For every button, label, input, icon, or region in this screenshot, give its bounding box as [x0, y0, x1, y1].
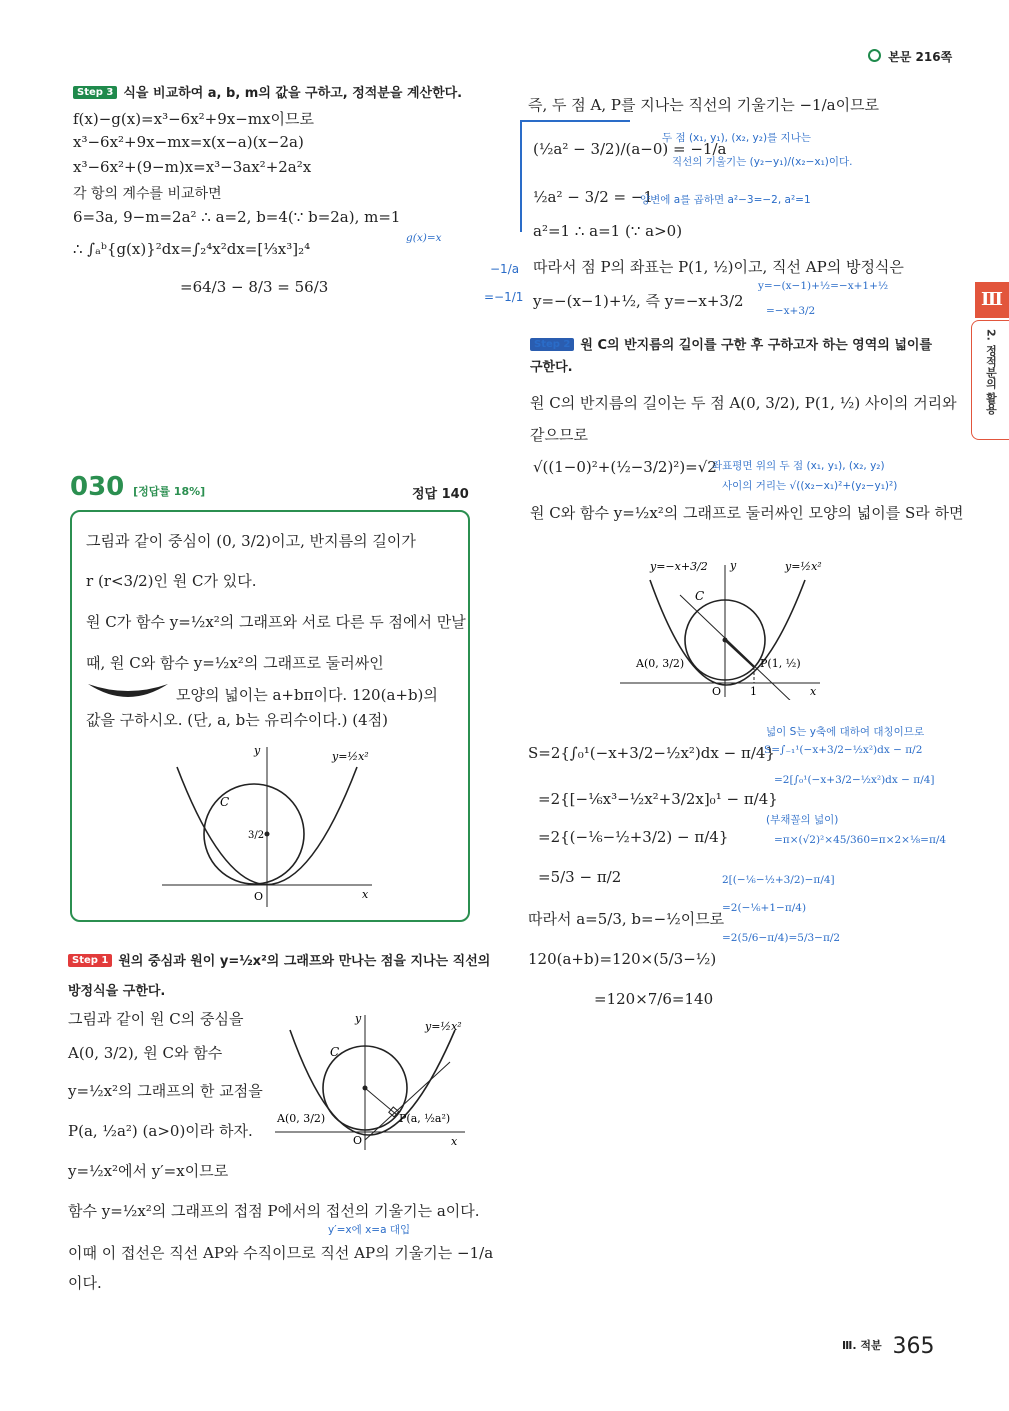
right-note-1b: 직선의 기울기는 (y₂−y₁)/(x₂−x₁)이다.: [672, 156, 853, 168]
step1-fig-a: A(0, 3/2): [277, 1112, 326, 1125]
step1-line-7: 이때 이 접선은 직선 AP와 수직이므로 직선 AP의 기울기는 −1/a: [68, 1244, 494, 1262]
right-note-7a: 2[(−⅙−½+3/2)−π/4]: [722, 874, 835, 886]
step2-badge: Step 2: [530, 338, 574, 351]
bracket-1: [520, 120, 630, 232]
footer-page-number: 365: [892, 1334, 935, 1359]
step1-line-6: 함수 y=½x²의 그래프의 접점 P에서의 접선의 기울기는 a이다.: [68, 1202, 480, 1220]
chapter-tab-label: 2. 정적분의 활용: [971, 320, 1009, 440]
problem-fig-curve: y=½x²: [332, 750, 369, 763]
right-line-5: 따라서 점 P의 좌표는 P(1, ½)이고, 직선 AP의 방정식은: [533, 258, 904, 276]
step1-badge: Step 1: [68, 954, 112, 967]
step2-title: 원 C의 반지름의 길이를 구한 후 구하고자 하는 영역의 넓이를: [580, 338, 933, 353]
problem-fig-x: x: [362, 888, 369, 901]
step2-fig-one: 1: [750, 685, 757, 698]
right-note-4a: 좌표평면 위의 두 점 (x₁, y₁), (x₂, y₂): [712, 460, 885, 472]
right-line-10: 원 C와 함수 y=½x²의 그래프로 둘러싸인 모양의 넓이를 S라 하면: [530, 504, 964, 522]
problem-text-6: 값을 구하시오. (단, a, b는 유리수이다.) (4점): [86, 711, 389, 729]
right-line-1: 즉, 두 점 A, P를 지나는 직선의 기울기는 −1/a이므로: [528, 96, 880, 114]
step3-line-4: 각 항의 계수를 비교하면: [73, 186, 222, 202]
step1-line-2: A(0, 3/2), 원 C와 함수: [68, 1044, 223, 1062]
step1-title2: 방정식을 구한다.: [68, 984, 166, 999]
step3-line-5: 6=3a, 9−m=2a² ∴ a=2, b=4(∵ b=2a), m=1: [73, 208, 401, 226]
step1-note: y′=x에 x=a 대입: [328, 1224, 411, 1236]
right-note-5b: =2[∫₀¹(−x+3/2−½x²)dx − π/4]: [774, 774, 935, 786]
step1-title: 원의 중심과 원이 y=½x²의 그래프와 만나는 점을 지나는 직선의: [118, 954, 491, 969]
right-side-1: −1/a: [490, 262, 520, 276]
right-note-3a: y=−(x−1)+½=−x+1+½: [758, 280, 889, 292]
step1-figure: [275, 1010, 475, 1160]
step2-figure: [620, 555, 850, 700]
problem-text-3: 원 C가 함수 y=½x²의 그래프와 서로 다른 두 점에서 만날: [86, 613, 466, 631]
right-s2: =2{[−⅙x³−½x²+3/2x]₀¹ − π/4}: [538, 790, 778, 808]
step2-fig-curve: y=½x²: [785, 560, 822, 573]
problem-number: 030 [정답률 18%]: [70, 472, 206, 502]
footer-chapter: Ⅲ. 적분: [842, 1339, 882, 1352]
step3-line-3: x³−6x²+(9−m)x=x³−3ax²+2a²x: [73, 158, 312, 176]
step3-badge: Step 3: [73, 86, 117, 99]
step1-line-8: 이다.: [68, 1274, 102, 1292]
step2-heading: [530, 334, 932, 353]
problem-text-1: 그림과 같이 중심이 (0, 3/2)이고, 반지름의 길이가: [86, 532, 416, 550]
step2-fig-y: y: [730, 559, 737, 572]
crescent-shape-icon: [86, 680, 170, 704]
page-footer: [842, 1334, 934, 1359]
problem-fig-origin: O: [254, 890, 264, 903]
page-ref-text: 본문 216쪽: [888, 50, 953, 64]
right-note-4b: 사이의 거리는 √((x₂−x₁)²+(y₂−y₁)²): [722, 480, 898, 492]
right-side-2: =−1/1: [484, 290, 524, 304]
right-line-6: y=−(x−1)+½, 즉 y=−x+3/2: [533, 292, 744, 310]
right-line-3: ½a² − 3/2 = −1: [533, 188, 653, 206]
right-note-5a: S=∫₋₁¹(−x+3/2−½x²)dx − π/2: [764, 744, 923, 756]
right-line-2: (½a² − 3/2)/(a−0) = −1/a: [533, 140, 727, 158]
step3-note: g(x)=x: [406, 232, 442, 244]
step1-fig-curve: y=½x²: [425, 1020, 462, 1033]
circle-bullet-icon: [868, 49, 881, 62]
step3-line-2: x³−6x²+9x−mx=x(x−a)(x−2a): [73, 133, 304, 151]
step2-fig-a: A(0, 3/2): [636, 657, 685, 670]
right-note-1a: 두 점 (x₁, y₁), (x₂, y₂)를 지나는: [662, 132, 811, 144]
problem-text-2: r (r<3/2)인 원 C가 있다.: [86, 572, 257, 590]
right-note-7c: =2(5/6−π/4)=5/3−π/2: [722, 932, 841, 944]
step1-fig-c: C: [330, 1045, 340, 1059]
step3-line-7: =64/3 − 8/3 = 56/3: [180, 278, 329, 296]
step1-fig-p: P(a, ½a²): [399, 1112, 451, 1125]
problem-rate: [정답률 18%]: [133, 485, 206, 498]
step1-fig-o: O: [353, 1134, 363, 1147]
right-note-6: (부채꼴의 넓이): [766, 814, 839, 826]
step2-fig-c: C: [695, 589, 705, 603]
step2-fig-line: y=−x+3/2: [650, 560, 708, 573]
step2-title2: 구한다.: [530, 360, 573, 375]
step1-line-5: y=½x²에서 y′=x이므로: [68, 1162, 229, 1180]
step3-line-1: f(x)−g(x)=x³−6x²+9x−mx이므로: [73, 110, 314, 128]
step1-line-4: P(a, ½a²) (a>0)이라 하자.: [68, 1122, 253, 1140]
step3-title: 식을 비교하여 a, b, m의 값을 구하고, 정적분을 계산한다.: [123, 86, 463, 101]
right-line-8: 같으므로: [530, 426, 588, 444]
problem-fig-y: y: [254, 744, 261, 757]
right-note-7b: =2(−⅙+1−π/4): [722, 902, 807, 914]
right-note-2: 양변에 a를 곱하면 a²−3=−2, a²=1: [640, 194, 811, 206]
right-line-4: a²=1 ∴ a=1 (∵ a>0): [533, 222, 683, 240]
problem-answer: 정답 140: [412, 487, 469, 502]
problem-box: [70, 510, 470, 922]
step2-fig-x: x: [810, 685, 817, 698]
right-line-13: =120×7/6=140: [594, 990, 714, 1008]
step1-fig-y: y: [355, 1012, 362, 1025]
right-s1: S=2{∫₀¹(−x+3/2−½x²)dx − π/4}: [528, 744, 775, 762]
right-s4: =5/3 − π/2: [538, 868, 622, 886]
problem-text-4: 때, 원 C와 함수 y=½x²의 그래프로 둘러싸인: [86, 654, 384, 672]
step2-fig-o: O: [712, 685, 722, 698]
problem-text-5: 모양의 넓이는 a+bπ이다. 120(a+b)의: [176, 686, 438, 704]
page-ref: [868, 48, 952, 65]
problem-fig-c: C: [220, 795, 230, 809]
step3-heading: [73, 82, 462, 101]
right-note-3b: =−x+3/2: [766, 305, 816, 317]
right-line-12: 120(a+b)=120×(5/3−½): [528, 950, 717, 968]
step1-heading: [68, 950, 490, 969]
step1-fig-x: x: [451, 1135, 458, 1148]
right-note-6a: =π×(√2)²×45/360=π×2×⅛=π/4: [774, 834, 947, 846]
problem-figure: [162, 742, 382, 912]
right-line-11: 따라서 a=5/3, b=−½이므로: [528, 910, 725, 928]
right-note-5: 넓이 S는 y축에 대하여 대칭이므로: [766, 726, 925, 738]
chapter-tab-roman: Ⅲ: [975, 282, 1009, 318]
right-line-7: 원 C의 반지름의 길이는 두 점 A(0, 3/2), P(1, ½) 사이의 거리와: [530, 394, 957, 412]
step1-line-1: 그림과 같이 원 C의 중심을: [68, 1010, 244, 1028]
right-line-9: √((1−0)²+(½−3/2)²)=√2: [533, 458, 717, 476]
chapter-tab: [969, 272, 1009, 440]
right-s3: =2{(−⅙−½+3/2) − π/4}: [538, 828, 729, 846]
step3-line-6: ∴ ∫ₐᵇ{g(x)}²dx=∫₂⁴x²dx=[⅓x³]₂⁴: [73, 240, 311, 258]
step2-fig-p: P(1, ½): [760, 657, 801, 670]
problem-fig-center: 3/2: [248, 830, 265, 841]
step1-line-3: y=½x²의 그래프의 한 교점을: [68, 1082, 263, 1100]
